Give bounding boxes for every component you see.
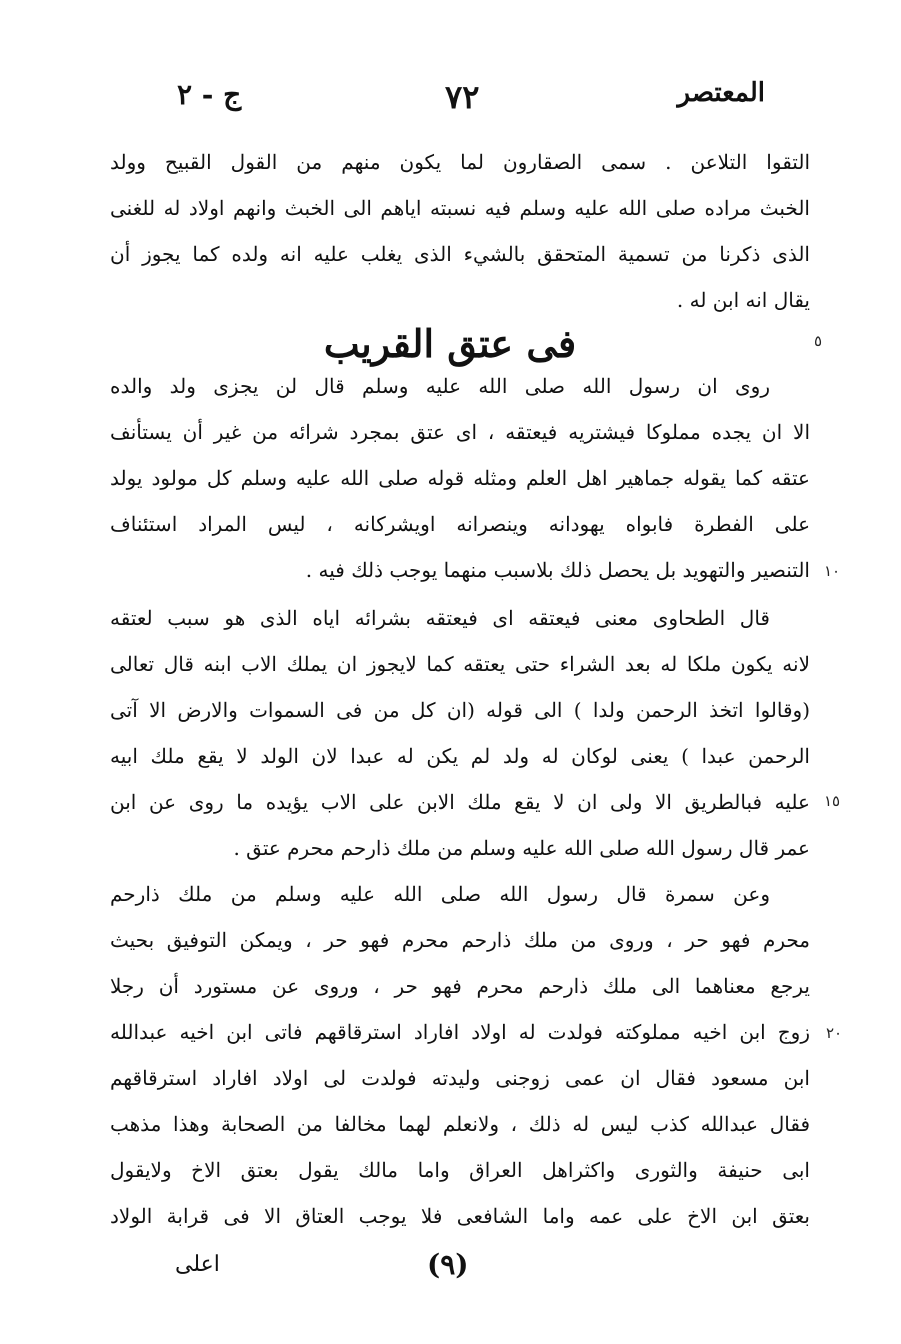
text-line: زوج ابن اخيه مملوكته فولدت له اولاد افاراد استرقاقهم فاتى ابن اخيه عبدالله [110,1020,810,1044]
text-line: ابن مسعود فقال ان عمى زوجنى وليدته فولدت لى اولاد افاراد استرقاقهم [110,1066,810,1090]
text-line: التقوا التلاعن . سمى الصقارون لما يكون منهم من القول القبيح وولد [110,150,810,174]
line-number-20: ٢٠ [826,1024,843,1042]
text-line: يرجع معناهما الى ملك ذارحم محرم فهو حر ، وروى عن مستورد أن رجلا [110,974,810,998]
text-line: الرحمن عبدا ) يعنى لوكان له ولد لم يكن له عبدا لان الولد لا يقع ملك ابيه [110,744,810,768]
text-line: قال الطحاوى معنى فيعتقه اى فيعتقه بشرائه اياه الذى هو سبب لعتقه [110,606,770,630]
text-line: روى ان رسول الله صلى الله عليه وسلم قال لن يجزى ولد والده [110,374,770,398]
page-number: ٧٢ [445,78,480,116]
sheet-number: (٩) [427,1248,469,1281]
text-line: الخبث مراده صلى الله عليه وسلم فيه نسبته اياهم الى الخبث وانهم اولاد له للغنى [110,196,810,220]
signature-mark: اعلى [175,1252,220,1277]
section-title: فى عتق القريب [323,321,577,366]
text-line: التنصير والتهويد بل يحصل ذلك بلاسبب منهما يوجب ذلك فيه . [305,558,810,582]
text-line: عليه فبالطريق الا ولى ان لا يقع ملك الابن على الاب يؤيده ما روى عن ابن [110,790,810,814]
text-line: فقال عبدالله كذب ليس له ذلك ، ولانعلم لهما مخالفا من الصحابة وهذا مذهب [110,1112,810,1136]
line-number-5: ٥ [814,332,823,350]
running-title: المعتصر [677,78,765,108]
text-line: لانه يكون ملكا له بعد الشراء حتى يعتقه كما لايجوز ان يملك الاب ابنه قال تعالى [110,652,810,676]
page-header [165,78,765,128]
text-line: الذى ذكرنا من تسمية المتحقق بالشيء الذى يغلب عليه انه ولده كما يجوز أن [110,242,810,266]
text-line: ابى حنيفة والثورى واكثراهل العراق واما مالك يقول بعتق الاخ ولايقول [110,1158,810,1182]
text-line: على الفطرة فابواه يهودانه وينصرانه اويشركانه ، ليس المراد استئناف [110,512,810,536]
text-line: بعتق ابن الاخ على عمه واما الشافعى فلا يوجب العتاق الا فى قرابة الولاد [110,1204,810,1228]
text-line: محرم فهو حر ، وروى من ملك ذارحم محرم فهو حر ، ويمكن التوفيق بحيث [110,928,810,952]
text-line: الا ان يجده مملوكا فيشتريه فيعتقه ، اى عتق بمجرد شرائه من غير أن يستأنف [110,420,810,444]
page-footer [165,1248,765,1298]
text-line: (وقالوا اتخذ الرحمن ولدا ) الى قوله (ان كل من فى السموات والارض الا آتى [110,698,810,722]
text-line: يقال انه ابن له . [676,288,810,312]
text-line: عتقه كما يقوله جماهير اهل العلم ومثله قوله صلى الله عليه وسلم كل مولود يولد [110,466,810,490]
text-line: وعن سمرة قال رسول الله صلى الله عليه وسلم من ملك ذارحم [110,882,771,906]
text-line: عمر قال رسول الله صلى الله عليه وسلم من ملك ذارحم محرم عتق . [233,836,810,860]
line-number-15: ١٥ [824,792,841,810]
line-number-10: ١٠ [824,562,841,580]
volume-label: ج - ٢ [177,78,242,111]
